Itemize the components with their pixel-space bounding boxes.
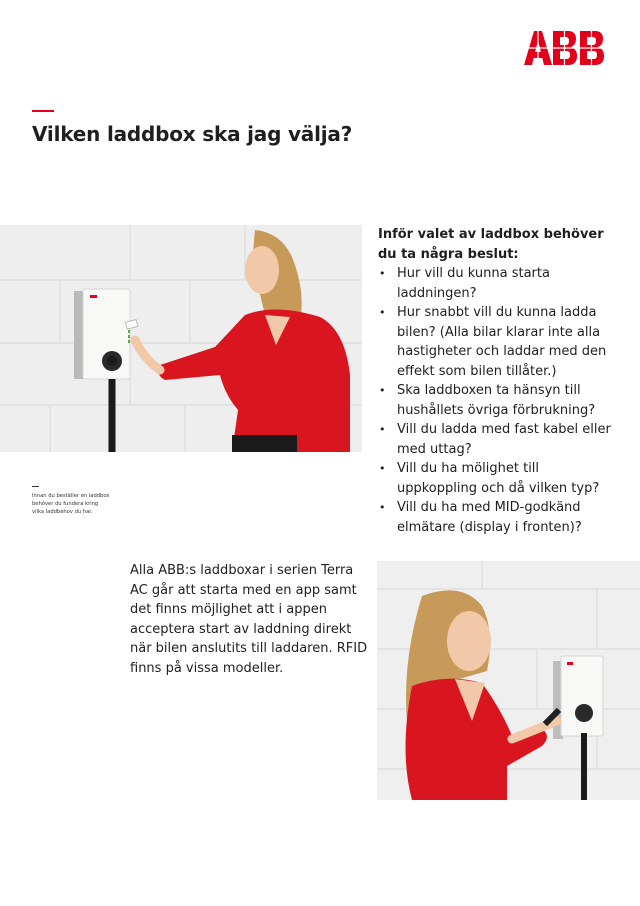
abb-logo xyxy=(524,31,608,65)
body-paragraph: Alla ABB:s laddboxar i serien Terra AC går att starta med en app samt det finns möjlighet att i appen acceptera start av laddning direkt när bilen anslutits till laddaren. RFID finns på vissa modeller. xyxy=(130,563,368,676)
intro-section xyxy=(378,225,623,537)
photo-rfid-charging xyxy=(0,225,362,452)
page-title: Vilken laddbox ska jag välja? xyxy=(32,122,353,146)
list-item: • Ska laddboxen ta hänsyn till hushållets övriga förbrukning? xyxy=(378,381,623,420)
caption-text: Innan du beställer en laddbox behöver du fundera kring vilka laddbehov du har. xyxy=(32,493,110,515)
intro-heading: Inför valet av laddbox behöver du ta några beslut: xyxy=(378,227,604,262)
title-accent-bar xyxy=(32,110,54,112)
list-item: • Vill du ladda med fast kabel eller med uttag? xyxy=(378,420,623,459)
photo-app-charging xyxy=(377,561,640,800)
list-item: • Hur snabbt vill du kunna ladda bilen? (Alla bilar klarar inte alla hastigheter och laddar med den effekt som bilen tillåter.) xyxy=(378,303,623,381)
list-item: • Vill du ha mölighet till uppkoppling och då vilken typ? xyxy=(378,459,623,498)
photo-caption xyxy=(32,486,110,516)
decision-list xyxy=(378,264,623,537)
list-item: • Hur vill du kunna starta laddningen? xyxy=(378,264,623,303)
list-item: • Vill du ha med MID-godkänd elmätare (display i fronten)? xyxy=(378,498,623,537)
caption-dash xyxy=(32,486,39,487)
